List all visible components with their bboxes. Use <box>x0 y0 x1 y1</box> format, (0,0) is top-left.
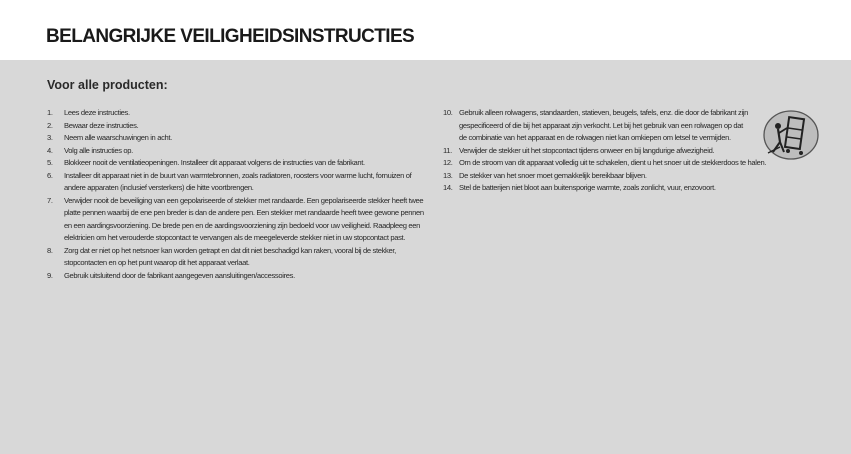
instruction-number: 6. <box>47 170 53 180</box>
instruction-number: 11. <box>443 145 452 155</box>
instruction-text: Volg alle instructies op. <box>64 145 133 155</box>
instruction-item <box>47 195 432 245</box>
instruction-number: 1. <box>47 108 53 117</box>
page-header <box>0 0 851 60</box>
instruction-text: Lees deze instructies. <box>64 108 130 117</box>
instruction-number: 13. <box>443 170 453 180</box>
instruction-item <box>47 107 432 120</box>
instruction-text: Bewaar deze instructies. <box>64 120 139 130</box>
instruction-item <box>47 120 432 133</box>
instruction-text: Zorg dat er niet op het netsnoer kan worden getrapt en dat dit niet beschadigd kan raken, vooral bij de stekker, stopcontacten en op het punt waarop dit het apparaat verlaat. <box>64 245 396 267</box>
instruction-number: 14. <box>443 183 453 192</box>
instructions-panel <box>0 60 851 454</box>
instruction-number: 9. <box>47 270 53 280</box>
instruction-item <box>47 170 432 195</box>
instruction-number: 12. <box>443 158 453 167</box>
instruction-text: Gebruik uitsluitend door de fabrikant aangegeven aansluitingen/accessoires. <box>64 270 295 280</box>
instruction-text: Verwijder de stekker uit het stopcontact tijdens onweer en bij langdurige afwezigheid. <box>459 145 715 155</box>
instruction-number: 4. <box>47 145 53 155</box>
instruction-text: Stel de batterijen niet bloot aan buitensporige warmte, zoals zonlicht, vuur, enzovoort. <box>459 183 716 192</box>
instruction-text: Installeer dit apparaat niet in de buurt van warmtebronnen, zoals radiatoren, roosters voor warme lucht, fornuizen of andere apparaten (inclusief versterkers) die hitte voortbrengen. <box>64 170 412 192</box>
page-title: BELANGRIJKE VEILIGHEIDSINSTRUCTIES <box>46 26 415 47</box>
instruction-item <box>47 132 432 145</box>
instruction-number: 5. <box>47 158 53 167</box>
instruction-text: De stekker van het snoer moet gemakkelijk bereikbaar blijven. <box>459 170 647 180</box>
instruction-text: Blokkeer nooit de ventilatieopeningen. Installeer dit apparaat volgens de instructies van de fabrikant. <box>64 158 365 167</box>
instruction-item <box>47 157 432 170</box>
section-heading: Voor alle producten: <box>47 78 168 92</box>
instruction-number: 2. <box>47 120 53 130</box>
instruction-text: Neem alle waarschuwingen in acht. <box>64 133 172 142</box>
instruction-item <box>47 270 432 283</box>
instruction-number: 8. <box>47 245 53 255</box>
instruction-number: 3. <box>47 133 53 142</box>
instruction-text: Gebruik alleen rolwagens, standaarden, statieven, beugels, tafels, enz. die door de fabrikant zijn gespecificeerd of die bij het apparaat zijn verkocht. Let bij het gebruik van een rolwagen op dat de combinatie van het apparaat en de rolwagen niet kan omkiepen om letsel te vermijden. <box>459 108 749 142</box>
instruction-number: 7. <box>47 195 53 205</box>
instruction-item <box>47 145 432 158</box>
instructions-list-left <box>47 107 432 282</box>
instruction-text: Verwijder nooit de beveiliging van een gepolariseerde of stekker met randaarde. Een gepolariseerde stekker heeft twee platte pennen waarbij de ene pen breder is dan de andere pen. Een stekker met randaarde heeft twee gewone pennen en een aardingsvoorziening. De brede pen en de aardingsvoorziening zijn bedoeld voor uw veiligheid. Raadpleeg een elektricien om het verouderde stopcontact te vervangen als de meegeleverde stekker niet in uw stopcontact past. <box>64 195 424 242</box>
instruction-number: 10. <box>443 108 453 117</box>
instruction-text: Om de stroom van dit apparaat volledig uit te schakelen, dient u het snoer uit de stekkerdoos te halen. <box>459 158 767 167</box>
instruction-item <box>47 245 432 270</box>
instruction-item <box>443 170 823 183</box>
cart-tip-over-warning-icon <box>758 109 820 161</box>
instruction-item <box>443 182 823 195</box>
